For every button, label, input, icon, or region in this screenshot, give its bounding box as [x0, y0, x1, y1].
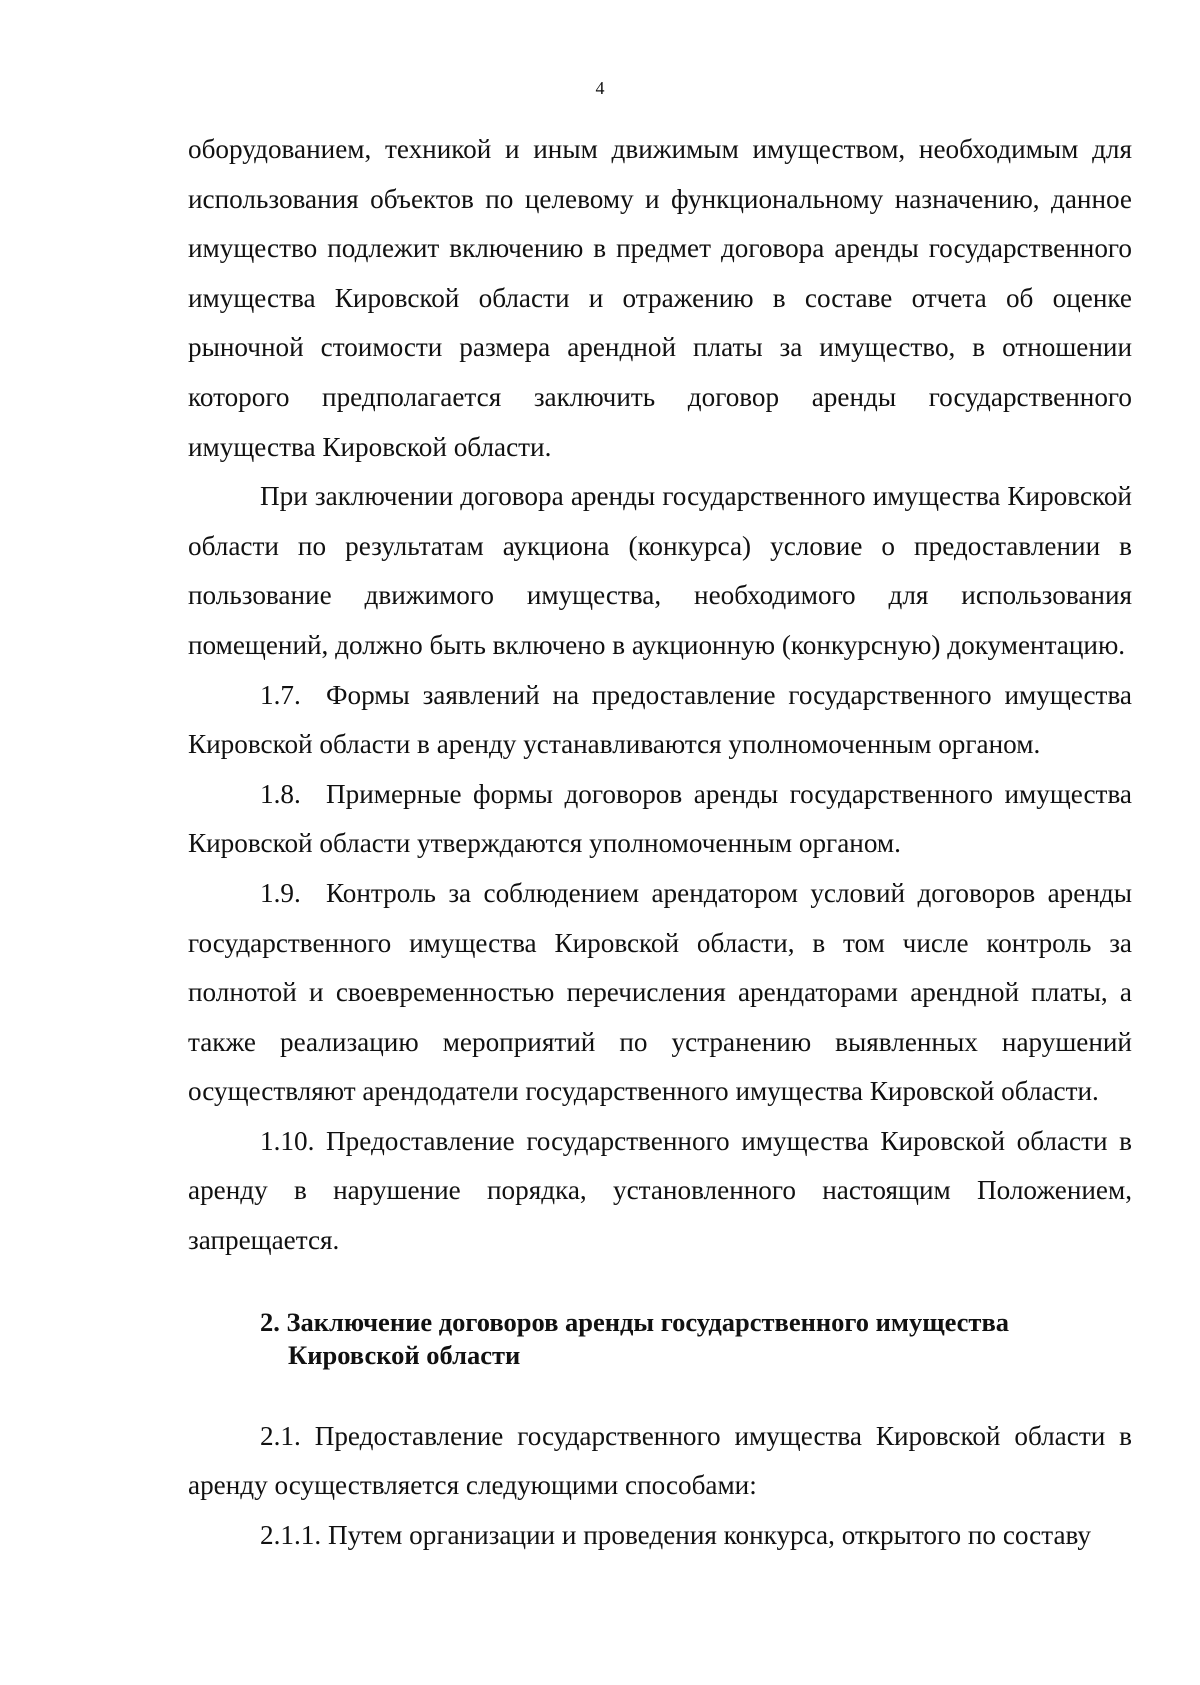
- page-number: 4: [595, 78, 605, 98]
- paragraph-2-1: 2.1. Предоставление государственного имущества Кировской области в аренду осуществляется следующими способами:: [188, 1420, 1132, 1501]
- paragraph-continuation: оборудованием, техникой и иным движимым имуществом, необходимым для использования объектов по целевому и функциональному назначению, данное имущество подлежит включению в предмет договора аренды государственного имущества Кировской области и отражению в составе отчета об оценке рыночной стоимости размера арендной платы за имущество, в отношении которого предполагается заключить договор аренды государственного имущества Кировской области.: [188, 134, 1132, 462]
- paragraph-2-1-1: 2.1.1. Путем организации и проведения конкурса, открытого по составу: [260, 1519, 1092, 1550]
- paragraph-1-10: 1.10. Предоставление государственного имущества Кировской области в аренду в нарушение порядка, установленного настоящим Положением, запрещается.: [188, 1125, 1132, 1256]
- clause-text-1-8: Примерные формы договоров аренды государственного имущества Кировской области утверждаются уполномоченным органом.: [188, 778, 1132, 859]
- section-heading-line1: 2. Заключение договоров аренды государственного имущества: [260, 1306, 1010, 1337]
- clause-number-1-9: 1.9.: [260, 877, 301, 908]
- clause-number-1-7: 1.7.: [260, 679, 301, 710]
- clause-text-1-7: Формы заявлений на предоставление государственного имущества Кировской области в аренду устанавливаются уполномоченным органом.: [188, 679, 1132, 760]
- document-body: [188, 125, 1132, 1560]
- section-heading: [188, 1306, 1132, 1372]
- paragraph-1-7: [188, 671, 1132, 770]
- clause-number-1-8: 1.8.: [260, 778, 301, 809]
- section-heading-line2: Кировской области: [288, 1339, 521, 1370]
- paragraph-auction: При заключении договора аренды государственного имущества Кировской области по результатам аукциона (конкурса) условие о предоставлении в пользование движимого имущества, необходимого для использования помещений, должно быть включено в аукционную (конкурсную) документацию.: [188, 481, 1132, 660]
- clause-text-1-9: Контроль за соблюдением арендатором условий договоров аренды государственного имущества Кировской области, в том числе контроль за полнотой и своевременностью перечисления арендаторами арендной платы, а также реализацию мероприятий по устранению выявленных нарушений осуществляют арендодатели государственного имущества Кировской области.: [188, 877, 1132, 1107]
- paragraph-1-8: [188, 770, 1132, 869]
- paragraph-1-9: [188, 869, 1132, 1117]
